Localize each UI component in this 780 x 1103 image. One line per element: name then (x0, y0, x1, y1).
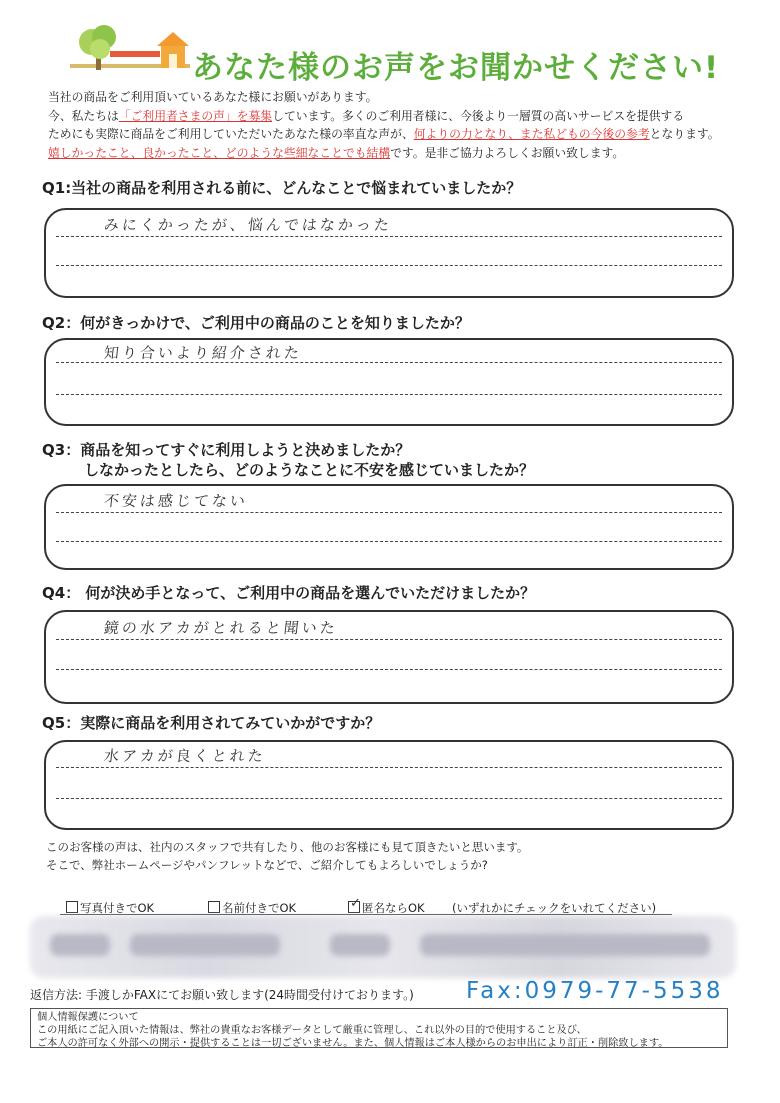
intro-text (48, 88, 738, 162)
answer-2: 知り合いより紹介された (103, 344, 303, 362)
intro-line2c: しています。多くのご利用者様に、今後より一層質の高いサービスを提供する (272, 108, 685, 123)
intro-highlight-voice: 「ご利用者さまの声」を募集 (118, 108, 273, 123)
intro-highlight-happy: 嬉しかったこと、良かったこと、どのような些細なことでも結構 (48, 145, 391, 160)
answer-3: 不安は感じてない (103, 492, 249, 510)
logo (70, 20, 190, 82)
privacy-title: 個人情報保護について (37, 1012, 139, 1023)
checkbox-anonymous[interactable] (348, 896, 361, 913)
intro-line1: 当社の商品をご利用頂いているあなた様にお願いがあります。 (48, 90, 378, 104)
privacy-notice (30, 1008, 728, 1048)
question-3-line1: Q3：商品を知ってすぐに利用しようと決めましたか？ (42, 441, 411, 459)
answer-box-5[interactable] (44, 740, 734, 830)
answer-4: 鏡の水アカがとれると聞いた (103, 619, 339, 637)
consent-line2: そこで、弊社ホームページやパンフレットなどで、ご紹介してもよろしいでしょうか? (46, 858, 488, 872)
fax-number: Fax:0979-77-5538 (466, 978, 724, 1004)
intro-line3c: となります。 (649, 127, 720, 141)
checkbox-name[interactable] (208, 901, 220, 913)
option-anonymous-label: 匿名ならOK (362, 901, 425, 915)
privacy-line1: この用紙にご記入頂いた情報は、弊社の貴重なお客様データとして厳重に管理し、これ以外の目的で使用すること及び、 (37, 1025, 587, 1036)
intro-highlight-power: 何よりの力となり、また私どもの今後の参考 (413, 127, 650, 141)
question-4: Q4： 何が決め手となって、ご利用中の商品を選んでいただけましたか？ (42, 584, 536, 602)
question-2: Q2：何がきっかけで、ご利用中の商品のことを知りましたか？ (42, 314, 470, 332)
house-icon (156, 30, 190, 70)
consent-hint: (いずれかにチェックをいれてください) (452, 901, 657, 915)
intro-line2a: 今、私たちは (48, 108, 119, 123)
question-1: Q1:当社の商品を利用される前に、どんなことで悩まれていましたか？ (42, 179, 522, 197)
question-3 (42, 440, 534, 480)
option-name-label: 名前付きでOK (222, 901, 297, 915)
privacy-line2: ご本人の許可なく外部への開示・提供することは一切ございません。また、個人情報はご本人様からのお申出により訂正・削除致します。 (37, 1038, 669, 1049)
consent-line1: このお客様の声は、社内のスタッフで共有したり、他のお客様にも見て頂きたいと思います。 (46, 840, 529, 854)
intro-line4b: です。是非ご協力よろしくお願い致します。 (390, 145, 625, 160)
answer-box-2[interactable] (44, 338, 734, 426)
check-mark-icon: ✓ (350, 896, 361, 911)
answer-5: 水アカが良くとれた (103, 747, 267, 765)
intro-line3a: ためにも実際に商品をご利用していただいたあなた様の率直な声が、 (48, 127, 414, 141)
option-photo-label: 写真付きでOK (80, 901, 155, 915)
answer-box-3[interactable] (44, 484, 734, 570)
answer-1: みにくかったが、悩んではなかった (103, 216, 393, 234)
return-method: 返信方法: 手渡しかFAXにてお願い致します(24時間受付けております。) (30, 988, 414, 1002)
answer-box-1[interactable] (44, 208, 734, 298)
question-3-line2: しなかったとしたら、どのようなことに不安を感じていましたか？ (84, 461, 535, 479)
checkbox-photo[interactable] (66, 901, 78, 913)
consent-underline (60, 914, 672, 915)
answer-box-4[interactable] (44, 610, 734, 704)
redacted-customer-info (30, 916, 736, 978)
page-title: あなた様のお声をお聞かせください! (192, 50, 720, 86)
question-5: Q5：実際に商品を利用されてみていかがですか？ (42, 714, 381, 732)
